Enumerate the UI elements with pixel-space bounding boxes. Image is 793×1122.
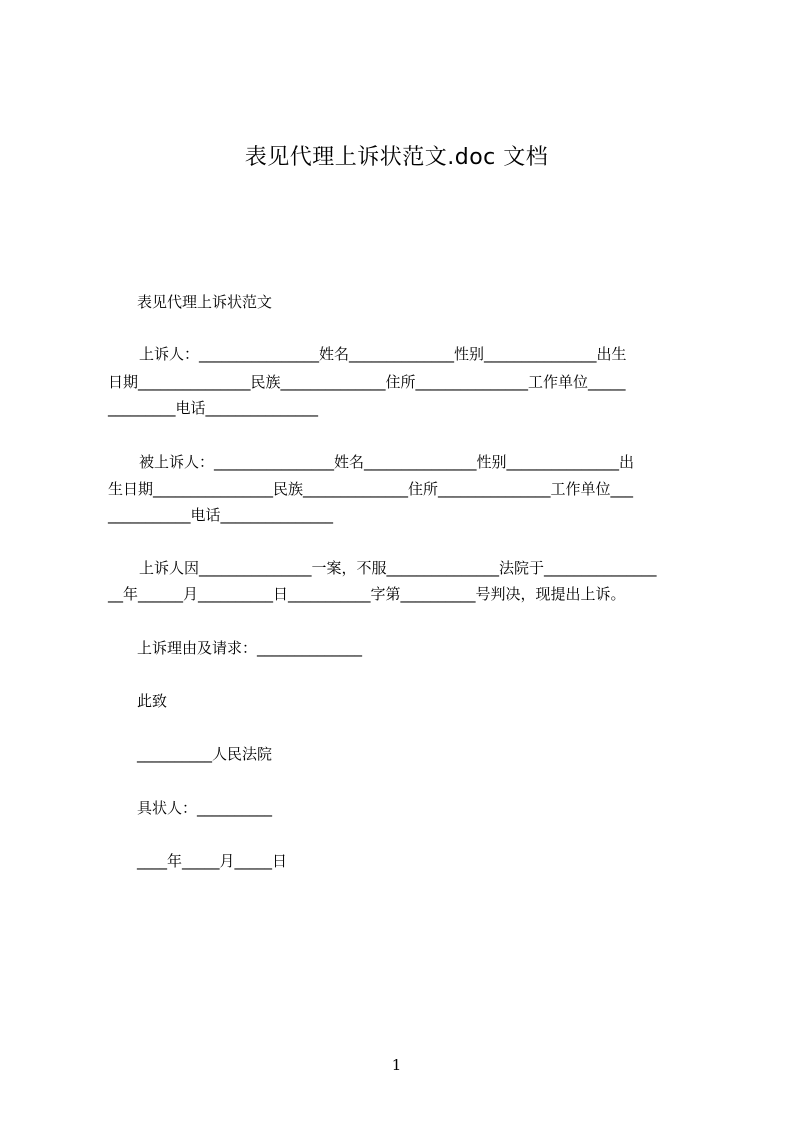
appellee-line-3: ___________电话_______________ bbox=[108, 506, 334, 524]
case-line-2: __年______月__________日___________字第__________号判决，现提出上诉。 bbox=[108, 585, 626, 603]
court-name: __________人民法院 bbox=[137, 745, 273, 763]
appellant-line-2: 日期_______________民族______________住所_______________工作单位_____ bbox=[108, 373, 626, 391]
filing-date: ____年_____月_____日 bbox=[137, 852, 288, 870]
appeal-reasons: 上诉理由及请求：______________ bbox=[137, 639, 363, 657]
appellee-line-1: 被上诉人：________________姓名_______________性别_______________出 bbox=[139, 453, 635, 471]
signer: 具状人：__________ bbox=[137, 799, 273, 817]
body-heading: 表见代理上诉状范文 bbox=[137, 293, 273, 311]
page-number: 1 bbox=[391, 1056, 402, 1074]
appellant-line-1: 上诉人：________________姓名______________性别_______________出生 bbox=[139, 345, 627, 363]
case-line-1: 上诉人因_______________一案，不服_______________法院于_______________ bbox=[139, 559, 657, 577]
appellant-line-3: _________电话_______________ bbox=[108, 399, 319, 417]
appellee-line-2: 生日期________________民族______________住所_______________工作单位___ bbox=[108, 480, 634, 498]
salutation: 此致 bbox=[137, 692, 168, 710]
document-title: 表见代理上诉状范文.doc 文档 bbox=[244, 145, 549, 170]
